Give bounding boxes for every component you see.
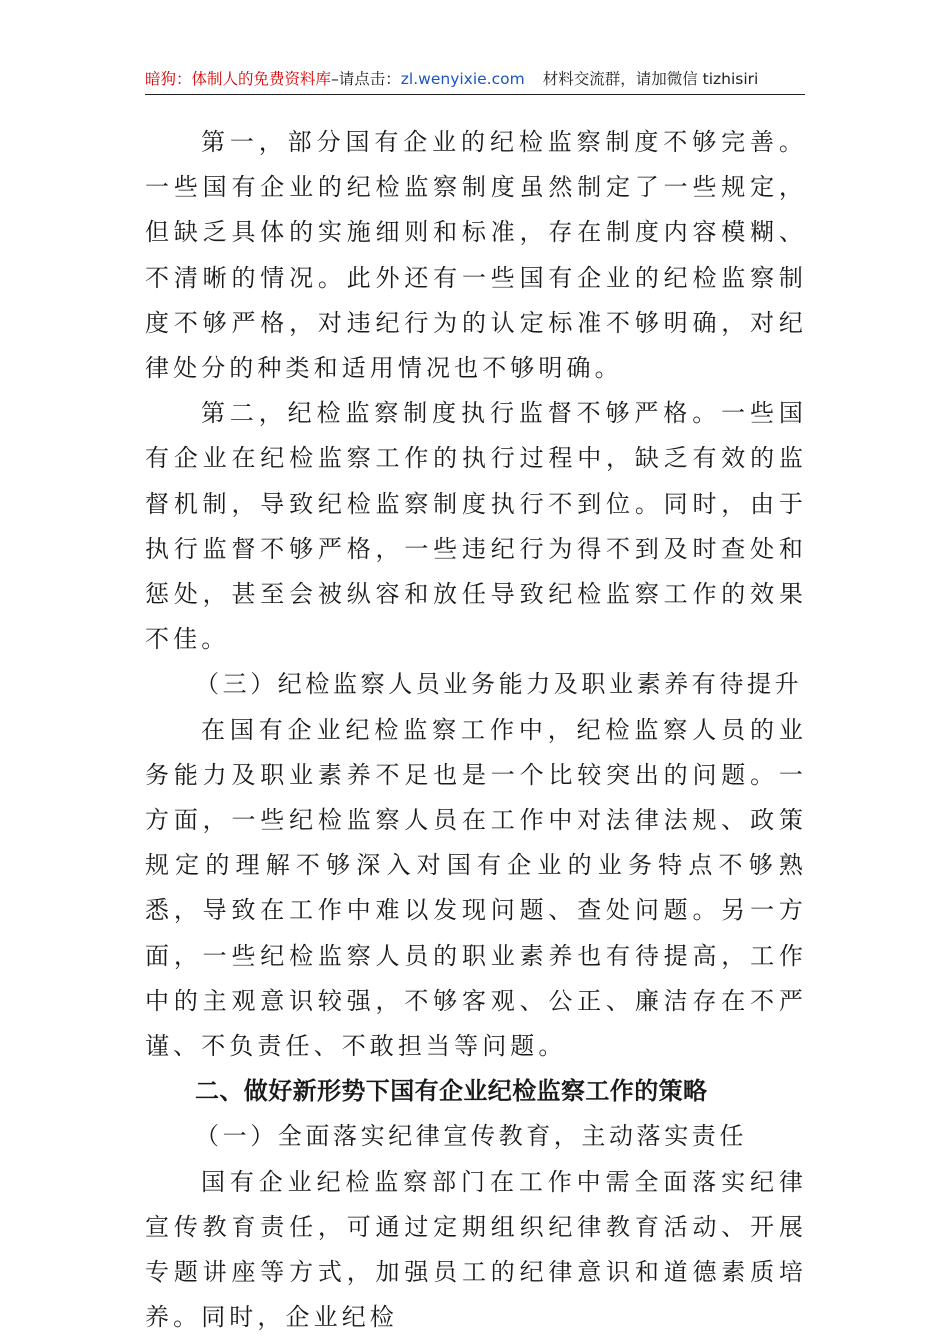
paragraph-second-point: 第二，纪检监察制度执行监督不够严格。一些国有企业在纪检监察工作的执行过程中，缺乏有效的监督机制，导致纪检监察制度执行不到位。同时，由于执行监督不够严格，一些违纪行为得不到及时查处和惩处，甚至会被纵容和放任导致纪检监察工作的效果不佳。 (145, 399, 807, 654)
section-heading-two: 二、做好新形势下国有企业纪检监察工作的策略 (195, 1077, 708, 1106)
document-header (145, 64, 805, 95)
document-body (145, 120, 807, 1340)
paragraph-staff-ability: 在国有企业纪检监察工作中，纪检监察人员的业务能力及职业素养不足也是一个比较突出的问题。一方面，一些纪检监察人员在工作中对法律法规、政策规定的理解不够深入对国有企业的业务特点不够熟悉，导致在工作中难以发现问题、查处问题。另一方面，一些纪检监察人员的职业素养也有待提高，工作中的主观意识较强，不够客观、公正、廉洁存在不严谨、不负责任、不敢担当等问题。 (145, 715, 807, 1061)
header-prompt: –请点击： (331, 70, 401, 88)
header-site-link[interactable]: zl.wenyixie.com (400, 70, 525, 88)
paragraph-first-point: 第一，部分国有企业的纪检监察制度不够完善。一些国有企业的纪检监察制度虽然制定了一些规定，但缺乏具体的实施细则和标准，存在制度内容模糊、不清晰的情况。此外还有一些国有企业的纪检监察制度不够严格，对违纪行为的认定标准不够明确，对纪律处分的种类和适用情况也不够明确。 (145, 128, 807, 383)
subheading-one: （一）全面落实纪律宣传教育，主动落实责任 (195, 1122, 747, 1151)
header-brand: 暗狗：体制人的免费资料库 (145, 70, 332, 88)
header-group-note: 材料交流群，请加微信 tizhisiri (542, 70, 759, 88)
subheading-three: （三）纪检监察人员业务能力及职业素养有待提升 (195, 670, 803, 699)
paragraph-discipline-education: 国有企业纪检监察部门在工作中需全面落实纪律宣传教育责任，可通过定期组织纪律教育活动、开展专题讲座等方式，加强员工的纪律意识和道德素质培养。同时，企业纪检 (145, 1167, 807, 1332)
